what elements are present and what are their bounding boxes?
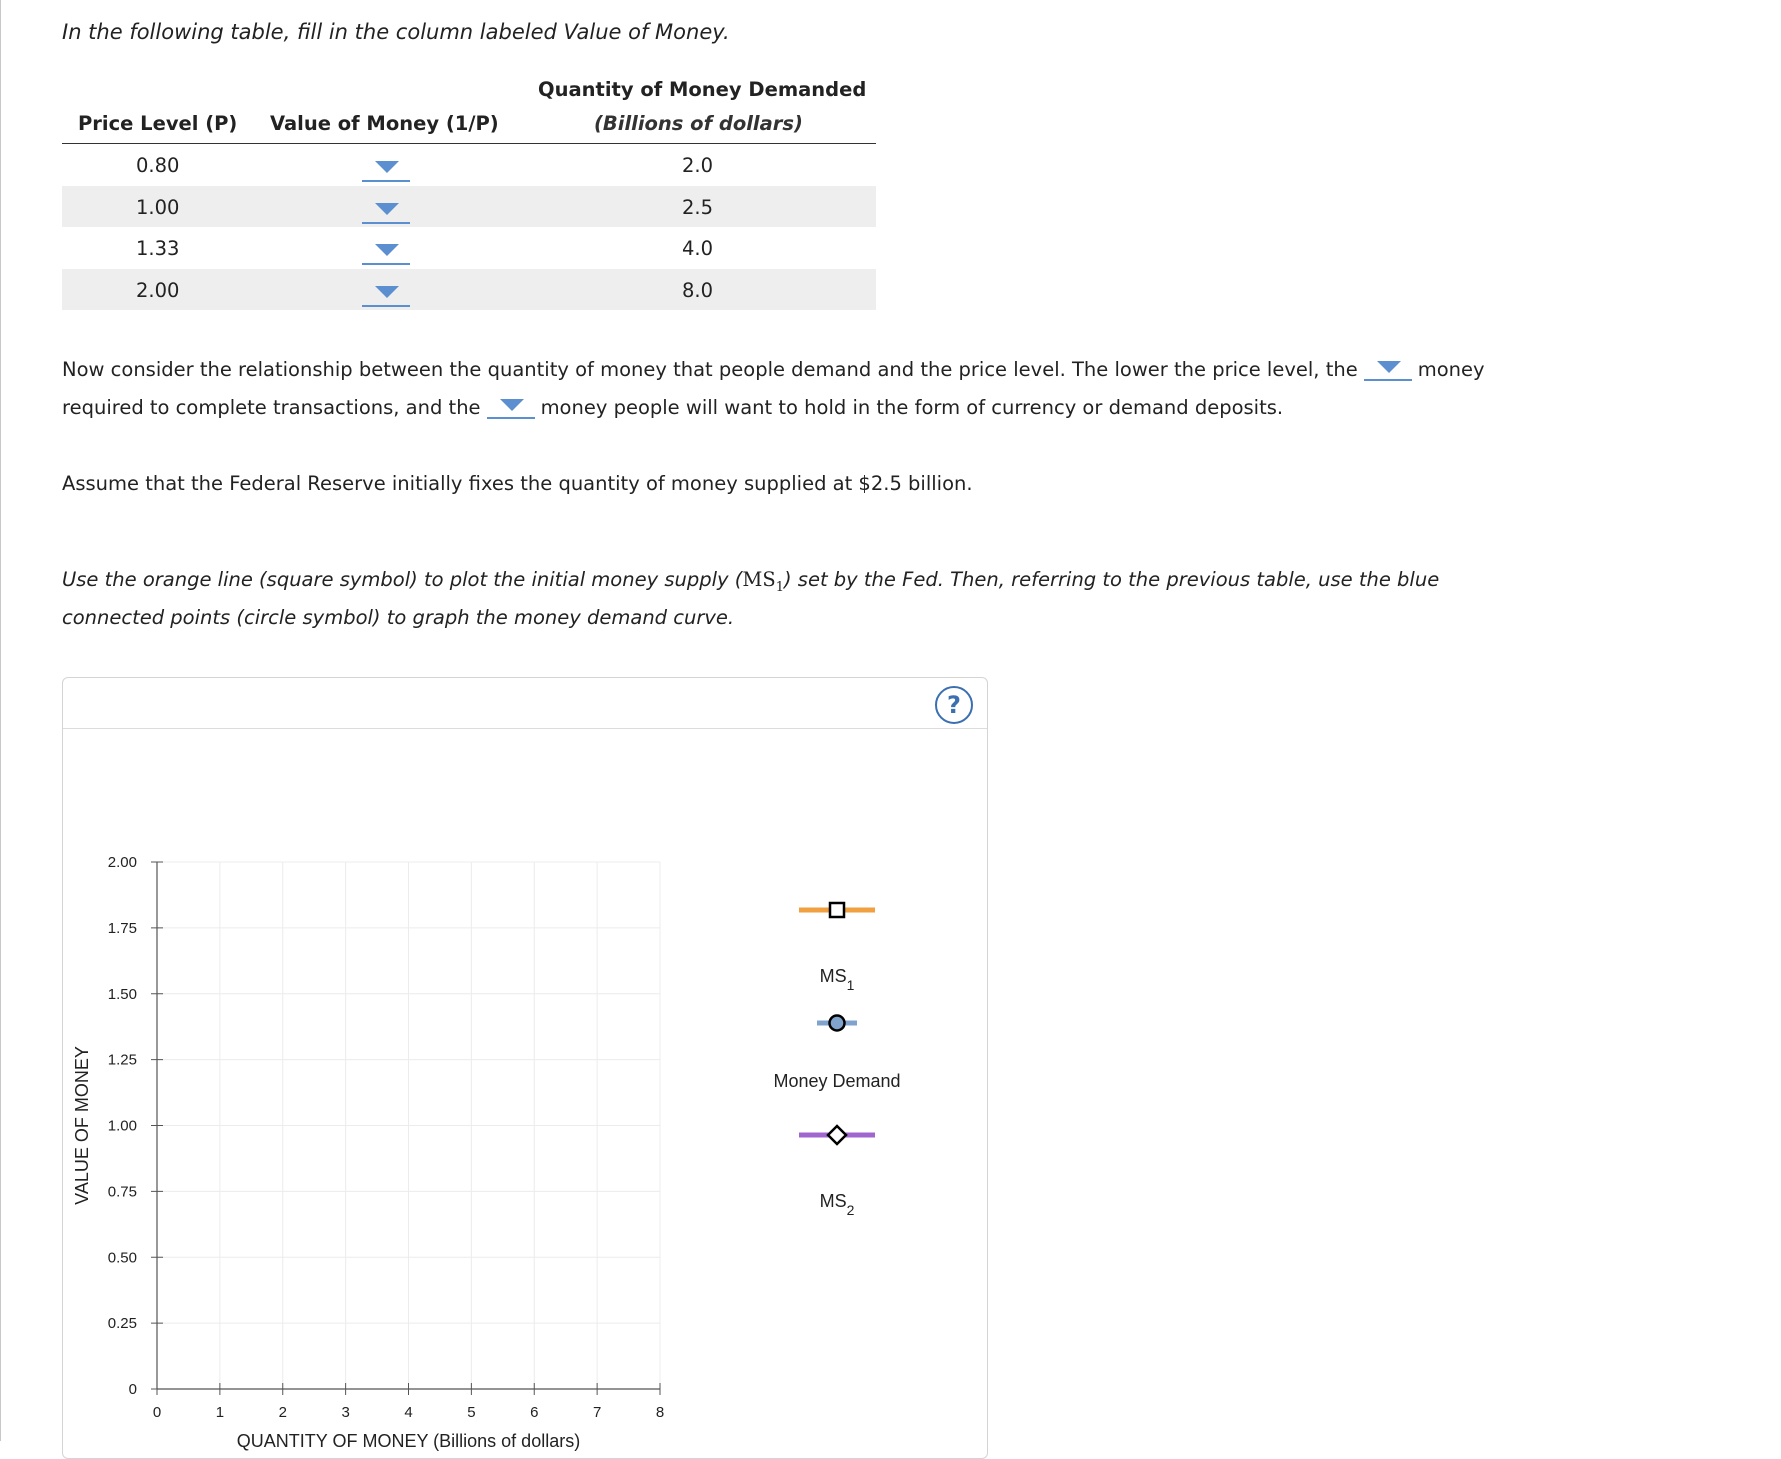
page-left-border (0, 0, 1, 1441)
quantity-cell: 8.0 (682, 278, 714, 302)
money-held-dropdown[interactable] (487, 395, 535, 419)
y-axis-title: VALUE OF MONEY (72, 1046, 92, 1205)
x-tick-label: 7 (592, 1404, 602, 1421)
quantity-cell: 4.0 (682, 237, 714, 260)
fed-assumption-text: Assume that the Federal Reserve initially fixes the quantity of money supplied at $2.5 billion. (62, 472, 973, 495)
x-tick-label: 0 (152, 1404, 162, 1421)
table-row (62, 144, 876, 186)
x-tick-label: 5 (467, 1404, 476, 1421)
graph-instr-text-a: Use the orange line (square symbol) to plot the initial money supply ( (62, 568, 743, 591)
y-tick-label: 1.75 (107, 919, 137, 937)
price-cell: 0.80 (136, 154, 180, 177)
legend (773, 903, 900, 1218)
y-tick-label: 2.00 (107, 854, 137, 871)
grid (157, 862, 660, 1389)
price-cell: 1.33 (136, 237, 180, 260)
x-tick-label: 6 (530, 1404, 539, 1421)
graph-panel-header (63, 678, 987, 729)
legend-item-money-demand[interactable] (773, 1016, 900, 1092)
table-row (62, 269, 876, 311)
relationship-text-b: money (1417, 358, 1485, 381)
y-tick-label: 0.50 (107, 1249, 137, 1267)
legend-label: Money Demand (773, 1071, 901, 1091)
relationship-question-line1 (62, 357, 1485, 381)
axes (72, 854, 664, 1451)
y-tick-label: 0 (128, 1381, 137, 1398)
quantity-cell: 2.5 (682, 195, 714, 219)
table-instructions: In the following table, fill in the column labeled Value of Money. (62, 20, 730, 44)
header-quantity: Quantity of Money Demanded (538, 78, 867, 101)
y-tick-label: 0.25 (107, 1315, 137, 1333)
legend-label-subscript: 2 (846, 1202, 855, 1218)
relationship-text-d: money people will want to hold in the form of currency or demand deposits. (540, 396, 1284, 419)
value-of-money-dropdown[interactable] (362, 281, 410, 307)
table-row (62, 186, 876, 228)
help-icon[interactable]: ? (935, 686, 973, 724)
graph-instructions-line1 (62, 568, 1439, 595)
value-of-money-dropdown[interactable] (362, 156, 410, 182)
price-cell: 1.00 (136, 195, 180, 219)
price-cell: 2.00 (136, 278, 180, 302)
graph-instr-text-b: ) set by the Fed. Then, referring to the previous table, use the blue (783, 568, 1440, 591)
quantity-cell: 2.0 (682, 154, 714, 177)
ms-text: MS (742, 568, 776, 591)
y-tick-label: 0.75 (107, 1183, 137, 1201)
header-value-of-money: Value of Money (1/P) (270, 112, 499, 135)
x-tick-label: 8 (655, 1404, 665, 1421)
money-amount-dropdown[interactable] (1364, 357, 1412, 381)
legend-label: $MS_1$ (819, 966, 855, 993)
x-axis-title: QUANTITY OF MONEY (Billions of dollars) (236, 1431, 581, 1451)
legend-item-ms1[interactable] (799, 903, 875, 993)
y-tick-label: 1.00 (107, 1117, 137, 1135)
legend-label-subscript: 1 (846, 977, 855, 993)
table-row (62, 227, 876, 269)
x-tick-label: 4 (404, 1404, 413, 1421)
graph-instructions-line2: connected points (circle symbol) to graph the money demand curve. (62, 606, 735, 629)
value-of-money-table (62, 70, 876, 310)
ms1-label (742, 568, 784, 595)
relationship-text-a: Now consider the relationship between the quantity of money that people demand and the price level. The lower the price level, the (62, 358, 1358, 381)
square-marker-icon (830, 903, 844, 917)
value-of-money-dropdown[interactable] (362, 198, 410, 224)
x-tick-label: 1 (215, 1404, 225, 1421)
ms-subscript: 1 (775, 579, 784, 595)
x-tick-label: 3 (341, 1404, 350, 1421)
circle-marker-icon (830, 1016, 845, 1031)
table-header (62, 70, 876, 144)
y-tick-label: 1.50 (107, 985, 137, 1003)
legend-label: $MS_2$ (819, 1191, 855, 1218)
value-of-money-dropdown[interactable] (362, 239, 410, 265)
legend-item-ms2[interactable] (799, 1126, 875, 1218)
diamond-marker-icon (828, 1126, 846, 1144)
relationship-question-line2 (62, 395, 1283, 419)
header-quantity-units: (Billions of dollars) (594, 112, 803, 135)
x-tick-label: 2 (278, 1404, 287, 1421)
relationship-text-c: required to complete transactions, and the (62, 396, 481, 419)
money-market-graph[interactable] (63, 728, 987, 1458)
y-tick-label: 1.25 (107, 1051, 137, 1069)
graph-panel (62, 677, 988, 1459)
header-price-level: Price Level (P) (78, 112, 238, 135)
